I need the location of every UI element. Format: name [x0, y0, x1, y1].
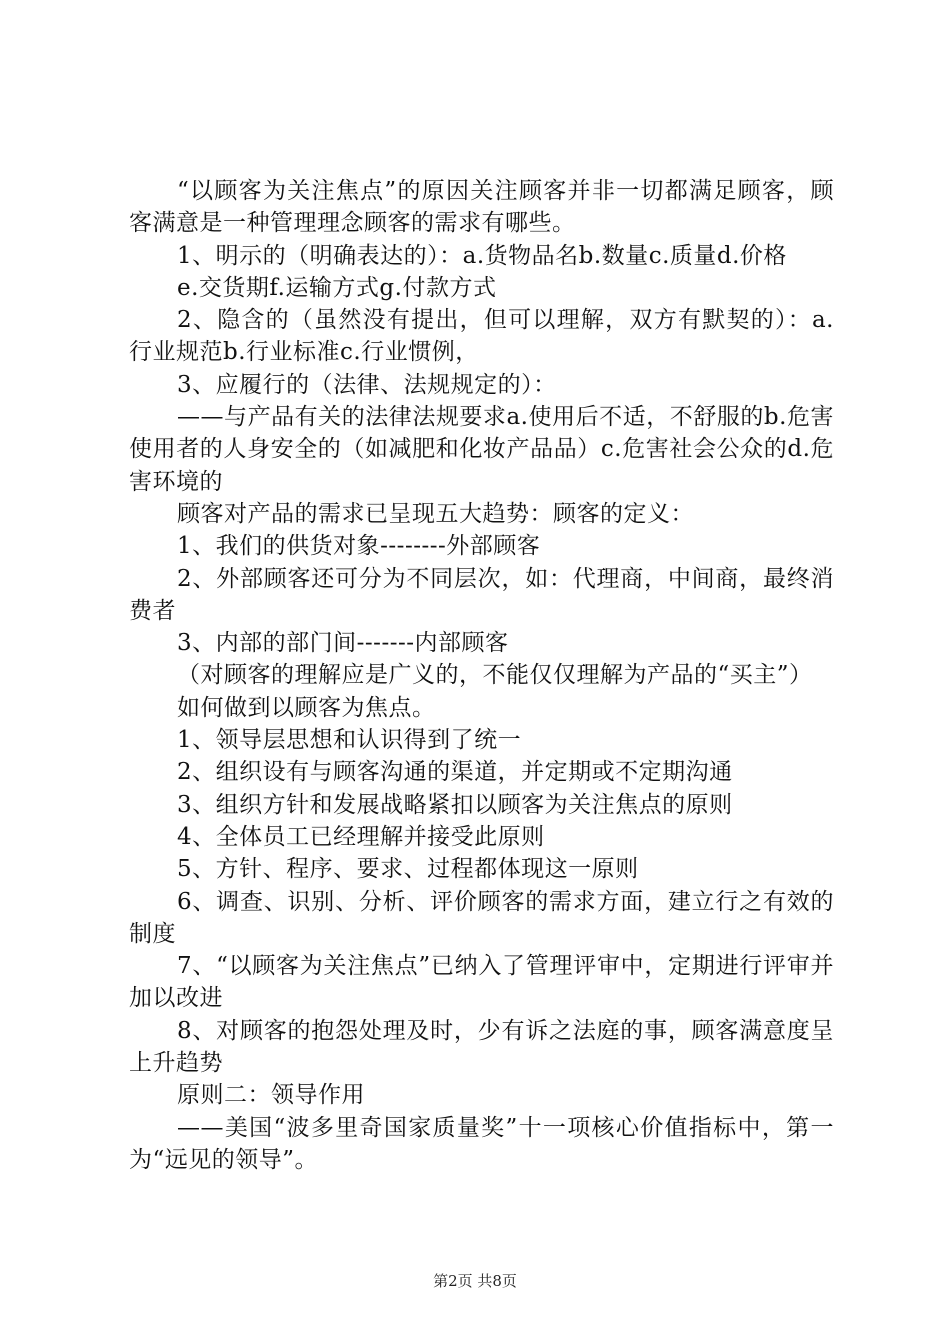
paragraph: 5、方针、程序、要求、过程都体现这一原则: [177, 856, 639, 883]
paragraph: 2、组织设有与顾客沟通的渠道，并定期或不定期沟通: [177, 759, 733, 786]
paragraph: 如何做到以顾客为焦点。: [177, 694, 436, 721]
page-number-footer: 第2页 共8页: [433, 1272, 517, 1290]
paragraph: 4、全体员工已经理解并接受此原则: [177, 823, 545, 850]
paragraph: 1、明示的（明确表达的）：a.货物品名b.数量c.质量d.价格: [177, 242, 787, 269]
paragraph: 8、对顾客的抱怨处理及时，少有诉之法庭的事，顾客满意度呈上升趋势: [129, 1017, 834, 1077]
paragraph: ——与产品有关的法律法规要求a.使用后不适，不舒服的b.危害使用者的人身安全的（如减肥和化妆产品品）c.危害社会公众的d.危害环境的: [129, 404, 834, 495]
paragraph: 2、隐含的（虽然没有提出，但可以理解，双方有默契的）：a.行业规范b.行业标准c.行业惯例，: [129, 307, 834, 366]
paragraph: “以顾客为关注焦点”的原因关注顾客并非一切都满足顾客，顾客满意是一种管理理念顾客的需求有哪些。: [129, 178, 834, 237]
paragraph: 7、“以顾客为关注焦点”已纳入了管理评审中，定期进行评审并加以改进: [129, 953, 834, 1012]
paragraph: 1、领导层思想和认识得到了统一: [177, 727, 522, 754]
paragraph: 1、我们的供货对象--------外部顾客: [177, 533, 541, 560]
document-body: [129, 175, 834, 1176]
paragraph: 2、外部顾客还可分为不同层次，如：代理商，中间商，最终消费者: [129, 565, 834, 624]
paragraph: e.交货期f.运输方式g.付款方式: [177, 274, 497, 301]
paragraph: （对顾客的理解应是广义的，不能仅仅理解为产品的“买主”）: [177, 662, 813, 689]
paragraph: 3、内部的部门间-------内部顾客: [177, 630, 509, 657]
paragraph: ——美国“波多里奇国家质量奖”十一项核心价值指标中，第一为“远见的领导”。: [129, 1114, 834, 1173]
paragraph: 顾客对产品的需求已呈现五大趋势：顾客的定义：: [177, 500, 694, 527]
paragraph: 原则二：领导作用: [177, 1082, 365, 1109]
paragraph: 3、组织方针和发展战略紧扣以顾客为关注焦点的原则: [177, 791, 733, 818]
paragraph: 3、应履行的（法律、法规规定的）：: [177, 371, 557, 398]
paragraph: 6、调查、识别、分析、评价顾客的需求方面，建立行之有效的制度: [129, 888, 834, 947]
